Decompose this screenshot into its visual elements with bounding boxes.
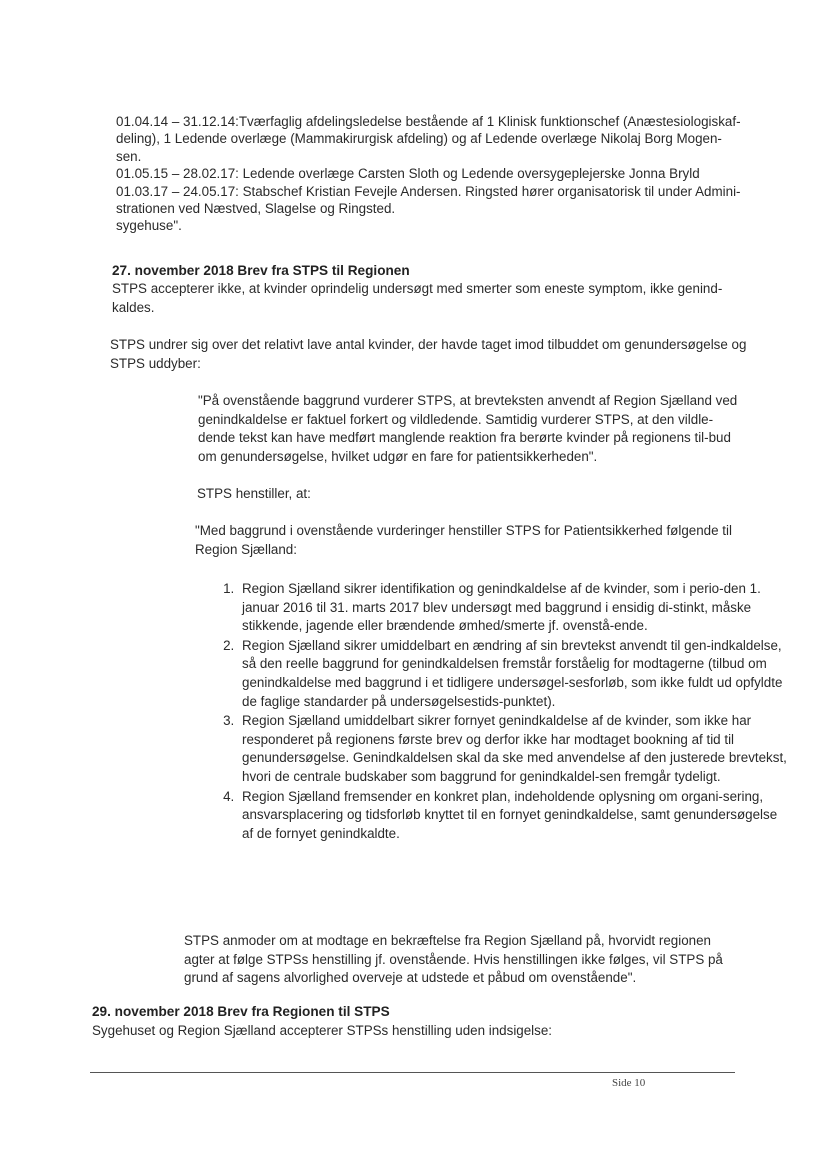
quote-assessment: "På ovenstående baggrund vurderer STPS, at brevteksten anvendt af Region Sjælland ved genindkaldelse er faktuel forkert og vildledende. Samtidig vurderer STPS, at den vildle-dende tekst kan have medført manglende reaktion fra berørte kvinder på regionens til-bud om genundersøgelse, hvilket udgør en fare for patientsikkerheden". — [198, 393, 738, 464]
page-number: Side 10 — [612, 1077, 646, 1089]
requirement-item: 3. Region Sjælland umiddelbart sikrer fornyet genindkaldelse af de kvinder, som ikke har responderet på regionens første brev og derfor ikke har modtaget bookning af tid til genundersøgelse. Genindkaldelsen skal da ske med anvendelse af den justerede brevtekst, hvori de centrale budskaber som baggrund for genindkaldel-sen fremgår tydeligt. — [238, 712, 790, 786]
section-heading-nov27: 27. november 2018 Brev fra STPS til Regionen — [112, 263, 410, 278]
requirement-item: 2. Region Sjælland sikrer umiddelbart en ændring af sin brevtekst anvendt til gen-indkaldelse, så den reelle baggrund for genindkaldelsen fremstår forståelig for modtagerne (tilbud om genindkaldelse med baggrund i et tidligere undersøgel-sesforløb, som ikke fuldt ud opfyldte de faglige standarder på undersøgelsestids-punktet). — [238, 637, 790, 711]
paragraph-not-accepted: STPS accepterer ikke, at kvinder oprindelig undersøgt med smerter som eneste symptom, ikke genind-kaldes. — [112, 281, 723, 315]
closing-request: STPS anmoder om at modtage en bekræftelse fra Region Sjælland på, hvorvidt regionen agter at følge STPSs henstilling jf. ovenstående. Hvis henstillingen ikke følges, vil STPS på grund af sagens alvorlighed overveje at udstede et påbud om ovenstående". — [184, 933, 723, 985]
intro-timeline — [116, 113, 766, 235]
paragraph-low-uptake: STPS undrer sig over det relativt lave antal kvinder, der havde taget imod tilbuddet om genundersøgelse og STPS uddyber: — [110, 337, 747, 371]
requirement-item: 1. Region Sjælland sikrer identifikation og genindkaldelse af de kvinder, som i perio-den 1. januar 2016 til 31. marts 2017 blev undersøgt med baggrund i ensidig di-stinkt, måske stikkende, jagende eller brændende ømhed/smerte jf. ovenstå-ende. — [238, 580, 790, 636]
intro-line: sygehuse". — [116, 218, 182, 234]
intro-line: sen. — [116, 148, 142, 164]
intro-line: 01.03.17 – 24.05.17: Stabschef Kristian Fevejle Andersen. Ringsted hører organisatorisk til under Admini- — [116, 183, 741, 199]
footer-divider — [90, 1072, 735, 1073]
intro-line: 01.04.14 – 31.12.14:Tværfaglig afdelingsledelse bestående af 1 Klinisk funktionschef (Anæstesiologiskaf- — [116, 114, 741, 129]
recommends-label: STPS henstiller, at: — [197, 486, 311, 501]
requirements-list — [200, 580, 790, 844]
paragraph-accepts-recommendation: Sygehuset og Region Sjælland accepterer STPSs henstilling uden indsigelse: — [92, 1023, 553, 1038]
quote-recommendation-intro: "Med baggrund i ovenstående vurderinger henstiller STPS for Patientsikkerhed følgende til Region Sjælland: — [195, 523, 732, 557]
section-heading-nov29: 29. november 2018 Brev fra Regionen til STPS — [92, 1004, 390, 1019]
intro-line: deling), 1 Ledende overlæge (Mammakirurgisk afdeling) og af Ledende overlæge Nikolaj Borg Mogen- — [116, 131, 722, 147]
requirement-item: 4. Region Sjælland fremsender en konkret plan, indeholdende oplysning om organi-sering, ansvarsplacering og tidsforløb knyttet til en fornyet genindkaldelse, samt genundersøgelse af de fornyet genindkaldte. — [238, 788, 790, 844]
intro-line: 01.05.15 – 28.02.17: Ledende overlæge Carsten Sloth og Ledende oversygeplejerske Jonna Bryld — [116, 166, 700, 182]
intro-line: strationen ved Næstved, Slagelse og Ringsted. — [116, 201, 396, 217]
